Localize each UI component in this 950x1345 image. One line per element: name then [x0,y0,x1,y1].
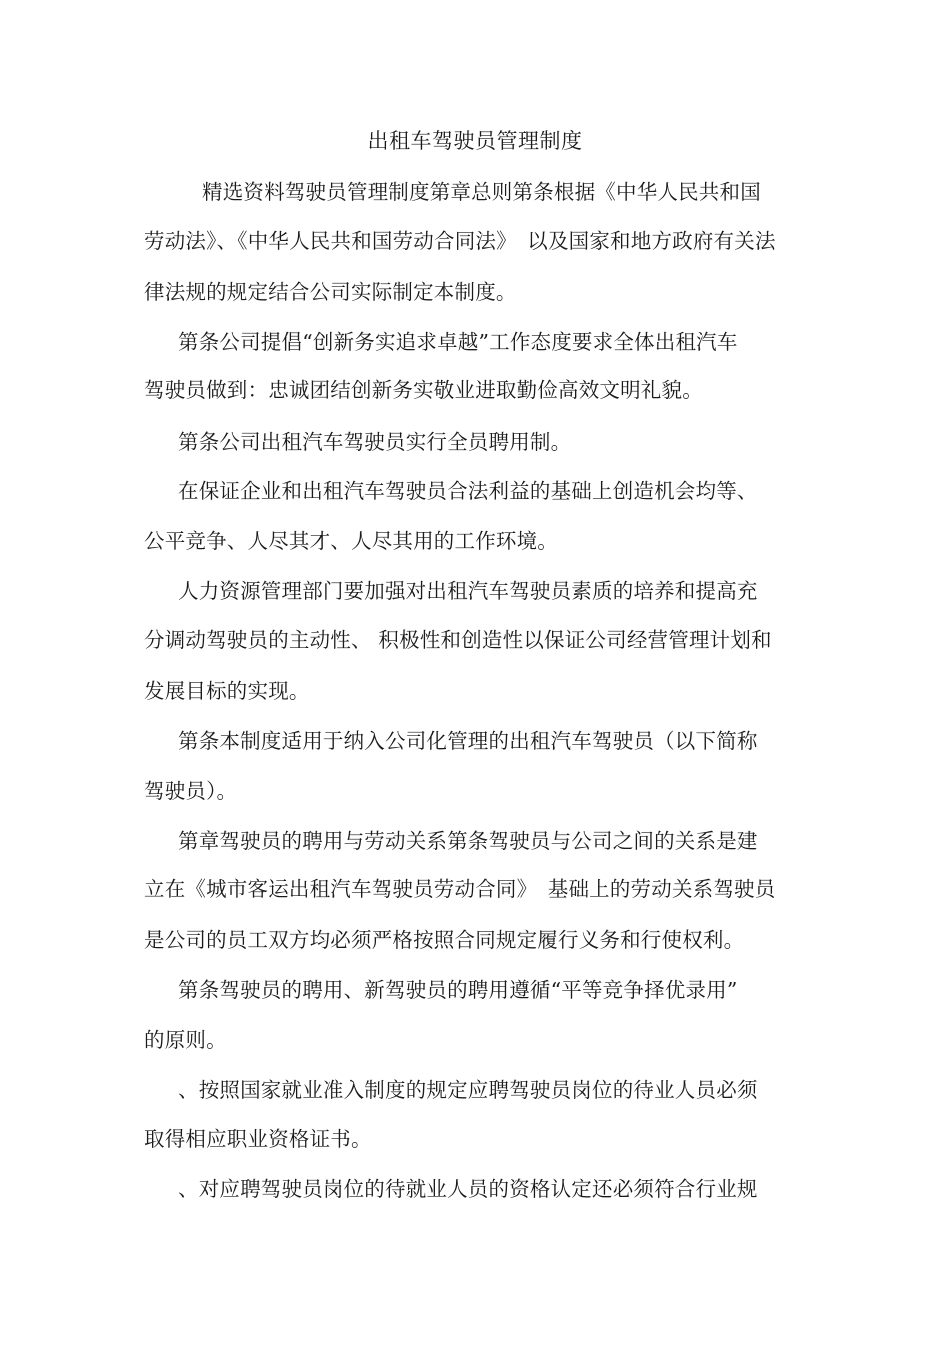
paragraph-line: 是公司的员工双方均必须严格按照合同规定履行义务和行使权利。 [144,928,745,952]
paragraph-line: 劳动法》、《中华人民共和国劳动合同法》 以及国家和地方政府有关法 [144,229,776,253]
paragraph-line: 驾驶员）。 [144,779,238,803]
paragraph-line: 发展目标的实现。 [144,679,310,703]
paragraph-line: 、对应聘驾驶员岗位的待就业人员的资格认定还必须符合行业规 [178,1177,758,1201]
paragraph-line: 在保证企业和出租汽车驾驶员合法利益的基础上创造机会均等、 [178,479,758,503]
paragraph-line: 第条公司出租汽车驾驶员实行全员聘用制。 [178,430,572,454]
paragraph-line: 人力资源管理部门要加强对出租汽车驾驶员素质的培养和提高充 [178,579,758,603]
document-title: 出租车驾驶员管理制度 [367,129,583,153]
paragraph-line: 律法规的规定结合公司实际制定本制度。 [144,280,517,304]
paragraph-line: 取得相应职业资格证书。 [144,1127,372,1151]
paragraph-line: 公平竞争、人尽其才、人尽其用的工作环境。 [144,529,558,553]
paragraph-line: 精选资料驾驶员管理制度第章总则第条根据《中华人民共和国 [202,180,761,204]
paragraph-line: 第条驾驶员的聘用、新驾驶员的聘用遵循“平等竞争择优录用” [178,978,738,1002]
paragraph-line: 的原则。 [144,1028,227,1052]
paragraph-line: 立在《城市客运出租汽车驾驶员劳动合同》 基础上的劳动关系驾驶员 [144,877,776,901]
paragraph-line: 第条公司提倡“创新务实追求卓越”工作态度要求全体出租汽车 [178,330,738,354]
paragraph-line: 分调动驾驶员的主动性、 积极性和创造性以保证公司经营管理计划和 [144,628,772,652]
paragraph-line: 第章驾驶员的聘用与劳动关系第条驾驶员与公司之间的关系是建 [178,829,758,853]
paragraph-line: 、按照国家就业准入制度的规定应聘驾驶员岗位的待业人员必须 [178,1078,758,1102]
paragraph-line: 第条本制度适用于纳入公司化管理的出租汽车驾驶员（以下简称 [178,729,758,753]
paragraph-line: 驾驶员做到：忠诚团结创新务实敬业进取勤俭高效文明礼貌。 [144,378,703,402]
